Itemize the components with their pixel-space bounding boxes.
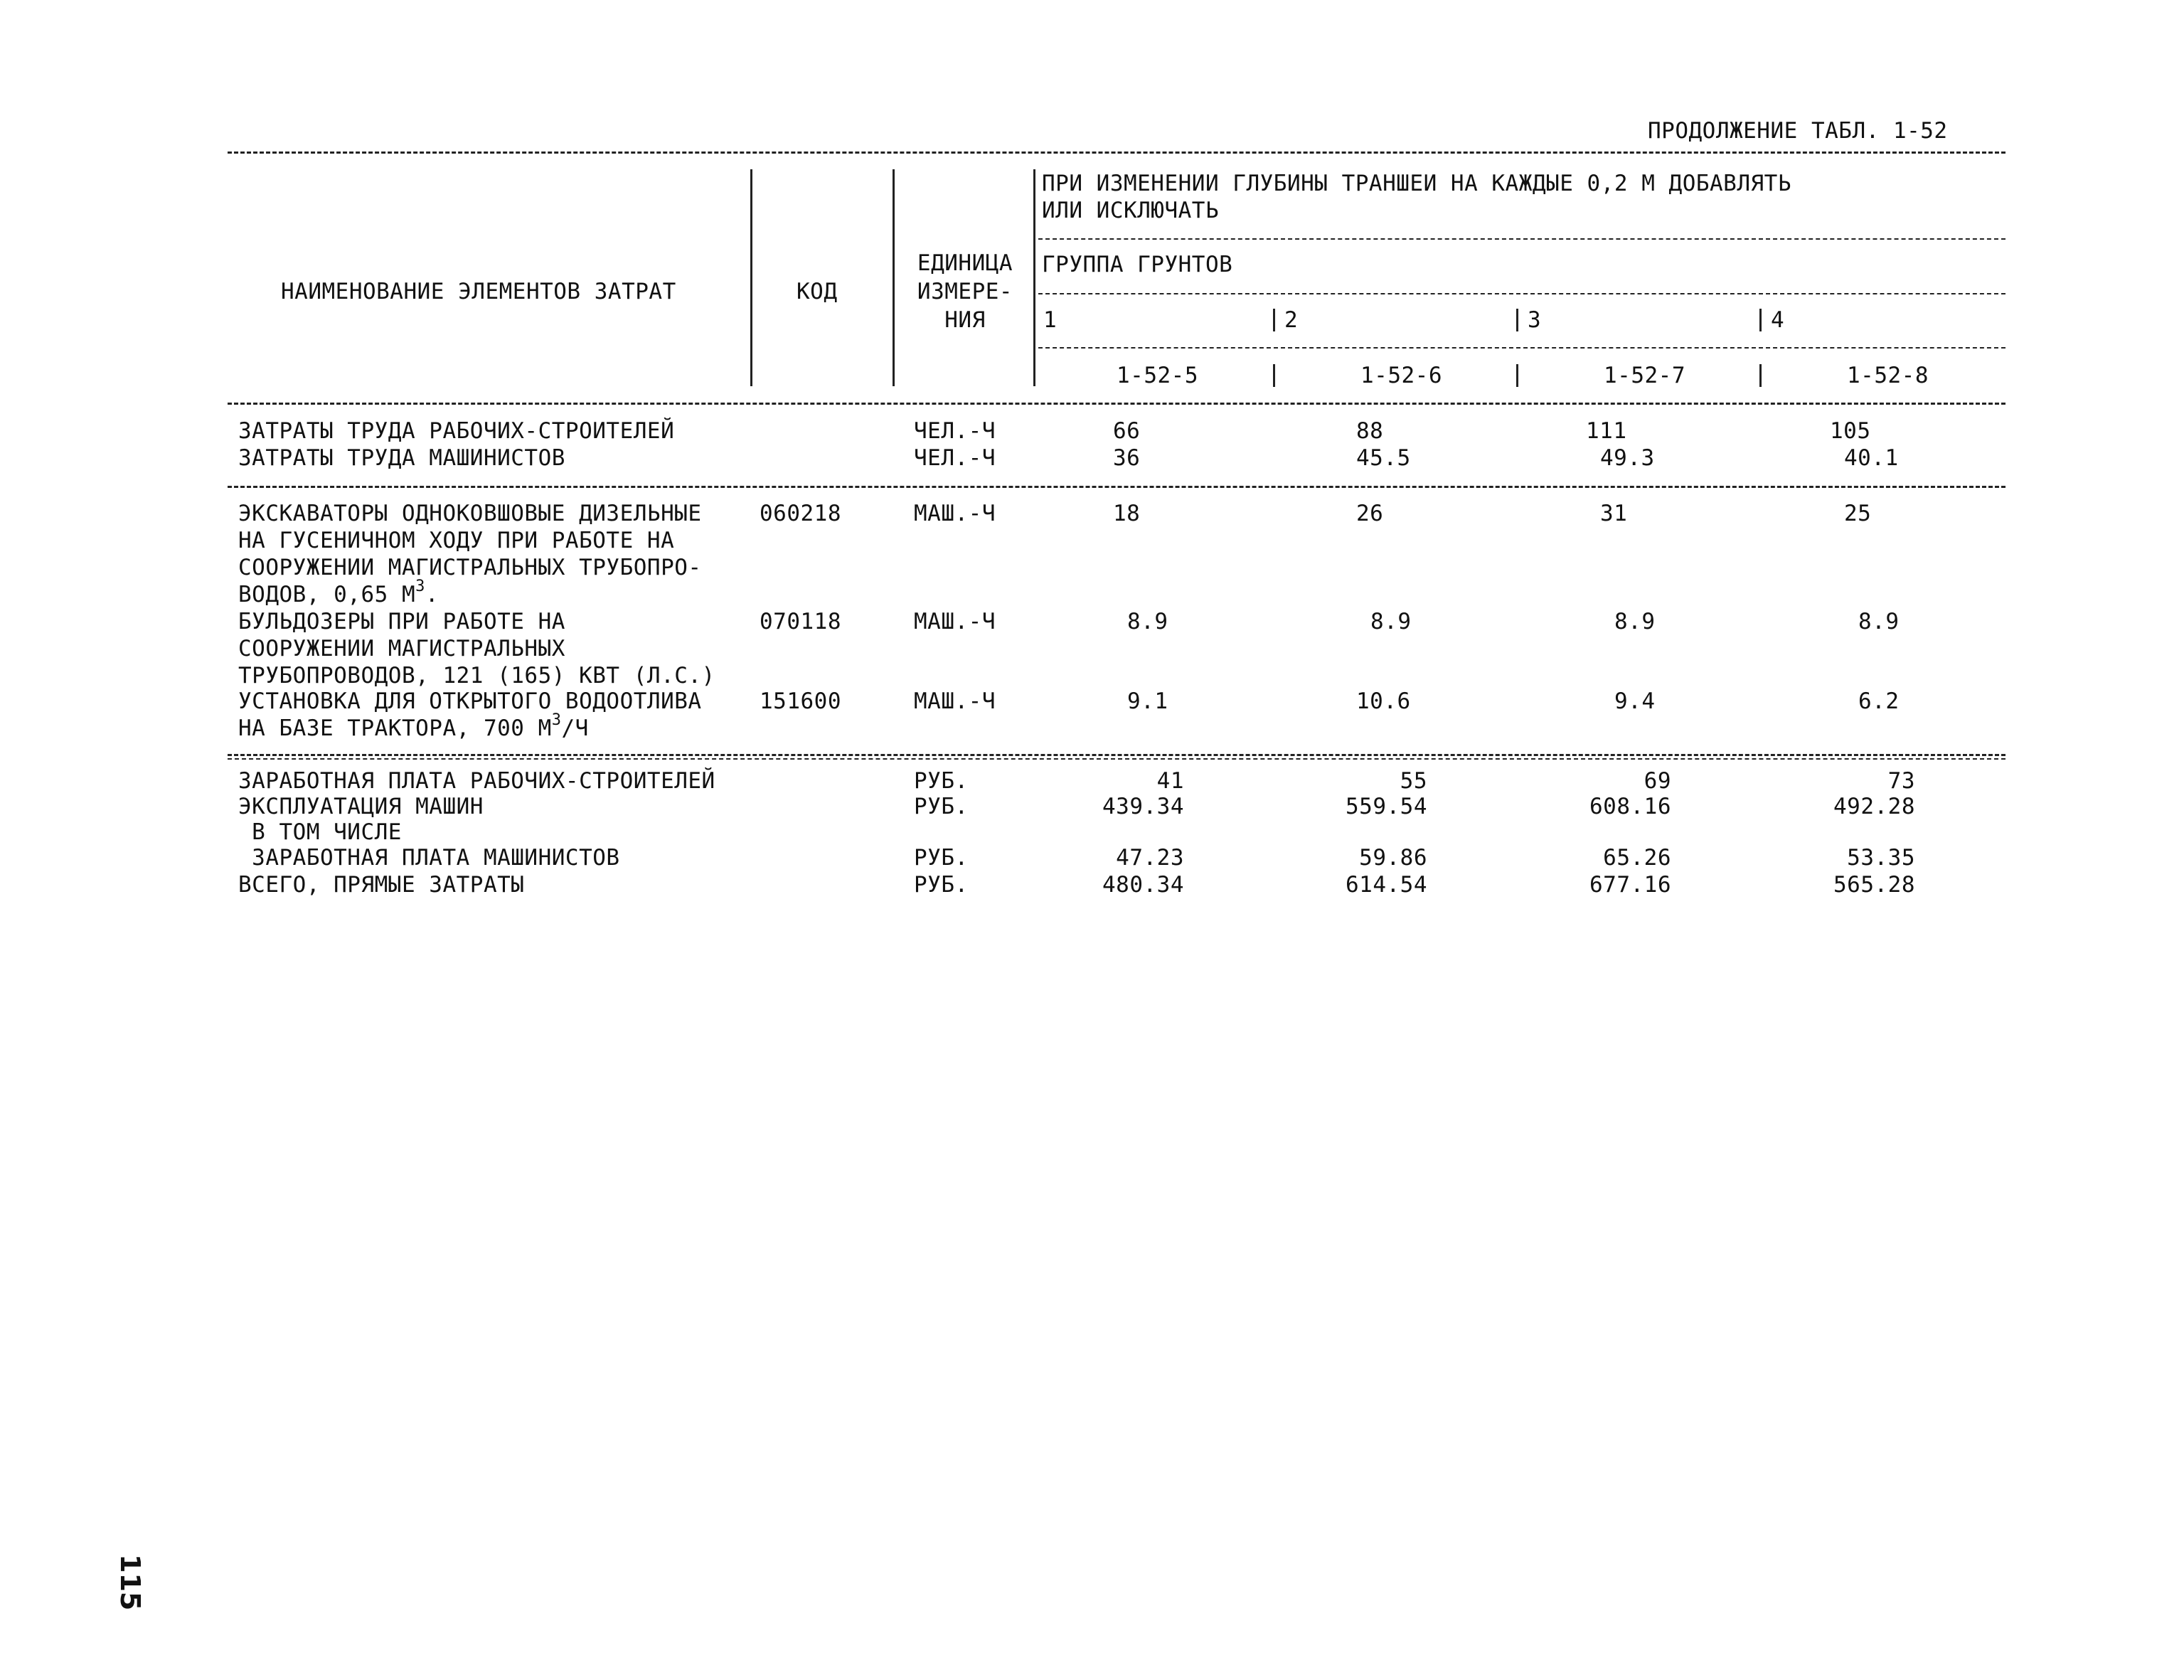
- row-name: ВОДОВ, 0,65 $М^3$.: [238, 577, 440, 607]
- row-value: 439.34: [1102, 794, 1184, 819]
- group-divider: [1759, 309, 1762, 331]
- unit-column-header-line3: НИЯ: [944, 307, 986, 333]
- row-value: 55: [1400, 768, 1427, 794]
- section-rule: [228, 758, 2005, 760]
- row-name: ЗАРАБОТНАЯ ПЛАТА РАБОЧИХ-СТРОИТЕЛЕЙ: [238, 768, 715, 794]
- row-value: 45.5: [1356, 445, 1411, 471]
- row-value: 8.9: [1370, 609, 1412, 634]
- row-name: В ТОМ ЧИСЛЕ: [238, 819, 402, 845]
- row-code: 151600: [760, 689, 841, 714]
- row-name: НА ГУСЕНИЧНОМ ХОДУ ПРИ РАБОТЕ НА: [238, 528, 675, 553]
- norm-code: 1-52-5: [1117, 363, 1198, 388]
- row-code: 060218: [760, 501, 841, 526]
- row-name: ЗАРАБОТНАЯ ПЛАТА МАШИНИСТОВ: [238, 845, 620, 871]
- row-code: 070118: [760, 609, 841, 634]
- norm-divider: [1759, 364, 1762, 387]
- row-unit: РУБ.: [914, 845, 969, 871]
- row-value: 111: [1586, 418, 1627, 444]
- unit-column-header-line2: ИЗМЕРЕ-: [917, 279, 1013, 304]
- row-unit: РУБ.: [914, 768, 969, 794]
- table-caption: ПРОДОЛЖЕНИЕ ТАБЛ. 1-52: [1648, 118, 1948, 144]
- header-rule-2: [1038, 293, 2005, 294]
- row-value: 8.9: [1614, 609, 1656, 634]
- row-value: 73: [1887, 768, 1915, 794]
- group-2-label: 2: [1284, 307, 1299, 333]
- group-4-label: 4: [1771, 307, 1785, 333]
- row-value: 40.1: [1844, 445, 1899, 471]
- header-divider-code-unit: [893, 169, 895, 386]
- row-name: СООРУЖЕНИИ МАГИСТРАЛЬНЫХ: [238, 636, 565, 661]
- row-value: 492.28: [1833, 794, 1915, 819]
- soil-group-label: ГРУППА ГРУНТОВ: [1042, 252, 1233, 277]
- row-value: 59.86: [1359, 845, 1427, 871]
- group-divider: [1273, 309, 1275, 331]
- row-unit: МАШ.-Ч: [914, 609, 996, 634]
- row-name: ЭКСКАВАТОРЫ ОДНОКОВШОВЫЕ ДИЗЕЛЬНЫЕ: [238, 501, 702, 526]
- row-unit: РУБ.: [914, 794, 969, 819]
- row-value: 25: [1844, 501, 1872, 526]
- row-unit: МАШ.-Ч: [914, 501, 996, 526]
- row-value: 677.16: [1589, 872, 1671, 898]
- row-unit: ЧЕЛ.-Ч: [914, 418, 996, 444]
- depth-note-line1: ПРИ ИЗМЕНЕНИИ ГЛУБИНЫ ТРАНШЕИ НА КАЖДЫЕ 0,2 М ДОБАВЛЯТЬ: [1042, 171, 1791, 196]
- row-value: 559.54: [1346, 794, 1427, 819]
- row-value: 49.3: [1600, 445, 1655, 471]
- page-number: 115: [114, 1554, 146, 1611]
- norm-code: 1-52-6: [1360, 363, 1442, 388]
- norm-code: 1-52-7: [1604, 363, 1685, 388]
- section-rule: [228, 754, 2005, 756]
- row-name: ЗАТРАТЫ ТРУДА РАБОЧИХ-СТРОИТЕЛЕЙ: [238, 418, 675, 444]
- code-column-header: КОД: [797, 279, 838, 304]
- row-name: СООРУЖЕНИИ МАГИСТРАЛЬНЫХ ТРУБОПРО-: [238, 555, 702, 580]
- norm-divider: [1516, 364, 1518, 387]
- row-value: 608.16: [1589, 794, 1671, 819]
- norm-code: 1-52-8: [1847, 363, 1929, 388]
- row-value: 105: [1830, 418, 1871, 444]
- name-column-header: НАИМЕНОВАНИЕ ЭЛЕМЕНТОВ ЗАТРАТ: [281, 279, 676, 304]
- header-rule-3: [1038, 347, 2005, 349]
- row-value: 65.26: [1603, 845, 1671, 871]
- row-value: 53.35: [1847, 845, 1915, 871]
- row-value: 66: [1113, 418, 1141, 444]
- header-bottom-rule: [228, 403, 2005, 405]
- row-value: 88: [1356, 418, 1384, 444]
- row-name: НА БАЗЕ ТРАКТОРА, 700 $М^3/Ч$: [238, 711, 589, 741]
- row-value: 614.54: [1346, 872, 1427, 898]
- row-value: 41: [1156, 768, 1184, 794]
- row-value: 26: [1356, 501, 1384, 526]
- row-value: 480.34: [1102, 872, 1184, 898]
- row-name: БУЛЬДОЗЕРЫ ПРИ РАБОТЕ НА: [238, 609, 565, 634]
- group-1-label: 1: [1043, 307, 1058, 333]
- row-value: 9.1: [1127, 689, 1168, 714]
- top-rule: [228, 151, 2005, 154]
- row-value: 36: [1113, 445, 1141, 471]
- group-3-label: 3: [1528, 307, 1542, 333]
- row-value: 565.28: [1833, 872, 1915, 898]
- header-divider-unit-values: [1033, 169, 1035, 386]
- section-rule: [228, 486, 2005, 488]
- row-unit: ЧЕЛ.-Ч: [914, 445, 996, 471]
- header-rule-1: [1038, 238, 2005, 240]
- row-name: ТРУБОПРОВОДОВ, 121 (165) КВТ (Л.С.): [238, 663, 715, 689]
- norm-divider: [1273, 364, 1275, 387]
- row-name: УСТАНОВКА ДЛЯ ОТКРЫТОГО ВОДООТЛИВА: [238, 689, 702, 714]
- row-value: 10.6: [1356, 689, 1411, 714]
- row-name: ЗАТРАТЫ ТРУДА МАШИНИСТОВ: [238, 445, 565, 471]
- row-value: 18: [1113, 501, 1141, 526]
- row-value: 8.9: [1127, 609, 1168, 634]
- row-value: 47.23: [1116, 845, 1184, 871]
- row-name: ЭКСПЛУАТАЦИЯ МАШИН: [238, 794, 484, 819]
- row-value: 8.9: [1858, 609, 1900, 634]
- row-name: ВСЕГО, ПРЯМЫЕ ЗАТРАТЫ: [238, 872, 525, 898]
- unit-column-header-line1: ЕДИНИЦА: [917, 250, 1013, 276]
- row-value: 69: [1644, 768, 1671, 794]
- header-divider-name-code: [750, 169, 752, 386]
- group-divider: [1516, 309, 1518, 331]
- row-value: 9.4: [1614, 689, 1656, 714]
- row-unit: РУБ.: [914, 872, 969, 898]
- row-unit: МАШ.-Ч: [914, 689, 996, 714]
- row-value: 6.2: [1858, 689, 1900, 714]
- depth-note-line2: ИЛИ ИСКЛЮЧАТЬ: [1042, 198, 1220, 223]
- row-value: 31: [1600, 501, 1628, 526]
